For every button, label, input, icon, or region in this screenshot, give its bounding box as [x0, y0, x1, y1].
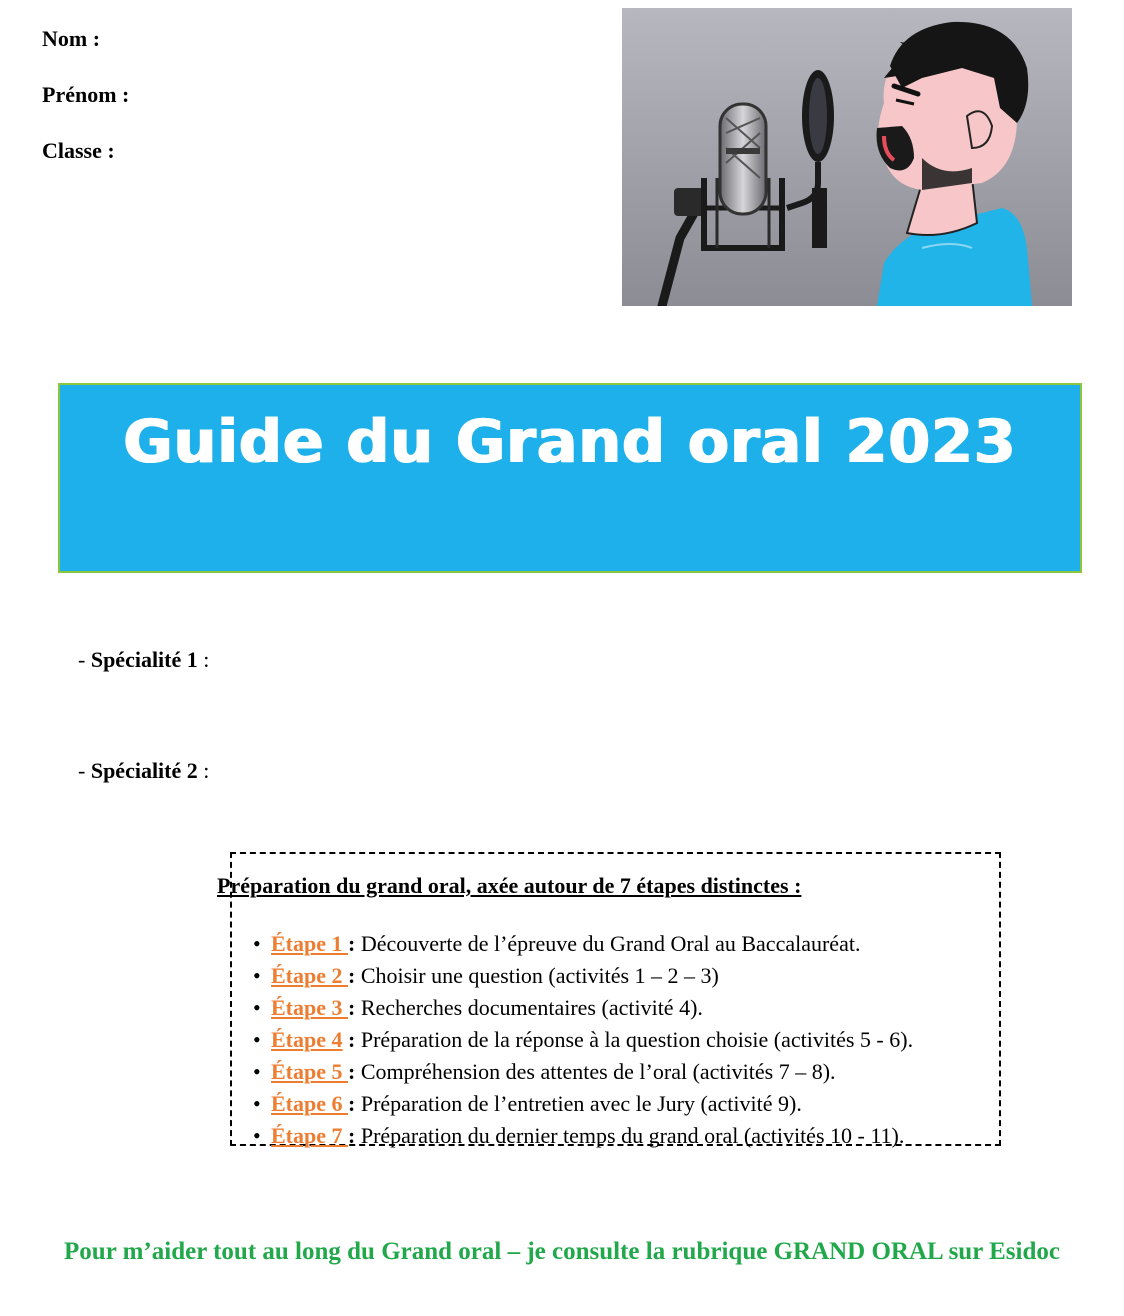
step-2-link[interactable]: Étape 2	[271, 963, 348, 988]
footer-esidoc-note: Pour m’aider tout au long du Grand oral – je consulte la rubrique GRAND ORAL sur Esidoc	[64, 1238, 1060, 1265]
step-3-link[interactable]: Étape 3	[271, 995, 348, 1020]
banner-title: Guide du Grand oral 2023	[123, 407, 1017, 477]
step-5-link[interactable]: Étape 5	[271, 1059, 348, 1084]
specialite-2-label: Spécialité 2	[90, 758, 198, 783]
prenom-field-label: Prénom :	[42, 82, 130, 107]
step-colon: :	[348, 931, 356, 956]
bullet-icon: •	[253, 1123, 261, 1148]
step-item-6	[253, 1088, 913, 1120]
bullet-icon: •	[253, 963, 261, 988]
step-7-link[interactable]: Étape 7	[271, 1123, 348, 1148]
specialite-2-line	[78, 758, 209, 784]
step-item-4	[253, 1024, 913, 1056]
bullet-icon: •	[253, 1091, 261, 1116]
classe-field-label: Classe :	[42, 138, 115, 163]
step-6-link[interactable]: Étape 6	[271, 1091, 348, 1116]
bullet-icon: •	[253, 1059, 261, 1084]
step-1-text: Découverte de l’épreuve du Grand Oral au Baccalauréat.	[355, 931, 861, 956]
step-colon: :	[348, 1091, 356, 1116]
bullet-icon: •	[253, 1027, 261, 1052]
step-1-link[interactable]: Étape 1	[271, 931, 348, 956]
step-7-text: Préparation du dernier temps du grand oral (activités 10 - 11).	[355, 1123, 905, 1148]
specialite-2-dash: -	[78, 758, 91, 783]
bullet-icon: •	[253, 995, 261, 1020]
step-6-text: Préparation de l’entretien avec le Jury (activité 9).	[355, 1091, 802, 1116]
steps-list	[253, 928, 913, 1152]
step-colon: :	[348, 995, 356, 1020]
step-5-text: Compréhension des attentes de l’oral (activités 7 – 8).	[355, 1059, 836, 1084]
step-colon: :	[348, 1059, 356, 1084]
step-item-3	[253, 992, 913, 1024]
step-item-1	[253, 928, 913, 960]
nom-field-label: Nom :	[42, 26, 101, 51]
step-4-text: Préparation de la réponse à la question choisie (activités 5 - 6).	[355, 1027, 914, 1052]
step-3-text: Recherches documentaires (activité 4).	[355, 995, 703, 1020]
steps-title: Préparation du grand oral, axée autour de 7 étapes distinctes :	[217, 873, 802, 898]
specialite-2-colon: :	[197, 758, 210, 783]
singer-microphone-illustration	[622, 8, 1072, 306]
step-4-link[interactable]: Étape 4	[271, 1027, 343, 1052]
title-banner	[58, 383, 1082, 573]
specialite-1-label: Spécialité 1	[90, 647, 198, 672]
step-item-2	[253, 960, 913, 992]
step-item-7	[253, 1120, 913, 1152]
step-colon: :	[342, 1027, 356, 1052]
step-colon: :	[348, 1123, 356, 1148]
step-colon: :	[348, 963, 356, 988]
step-2-text: Choisir une question (activités 1 – 2 – 3)	[355, 963, 719, 988]
specialite-1-dash: -	[78, 647, 91, 672]
specialite-1-line	[78, 647, 209, 673]
specialite-1-colon: :	[197, 647, 210, 672]
step-item-5	[253, 1056, 913, 1088]
bullet-icon: •	[253, 931, 261, 956]
